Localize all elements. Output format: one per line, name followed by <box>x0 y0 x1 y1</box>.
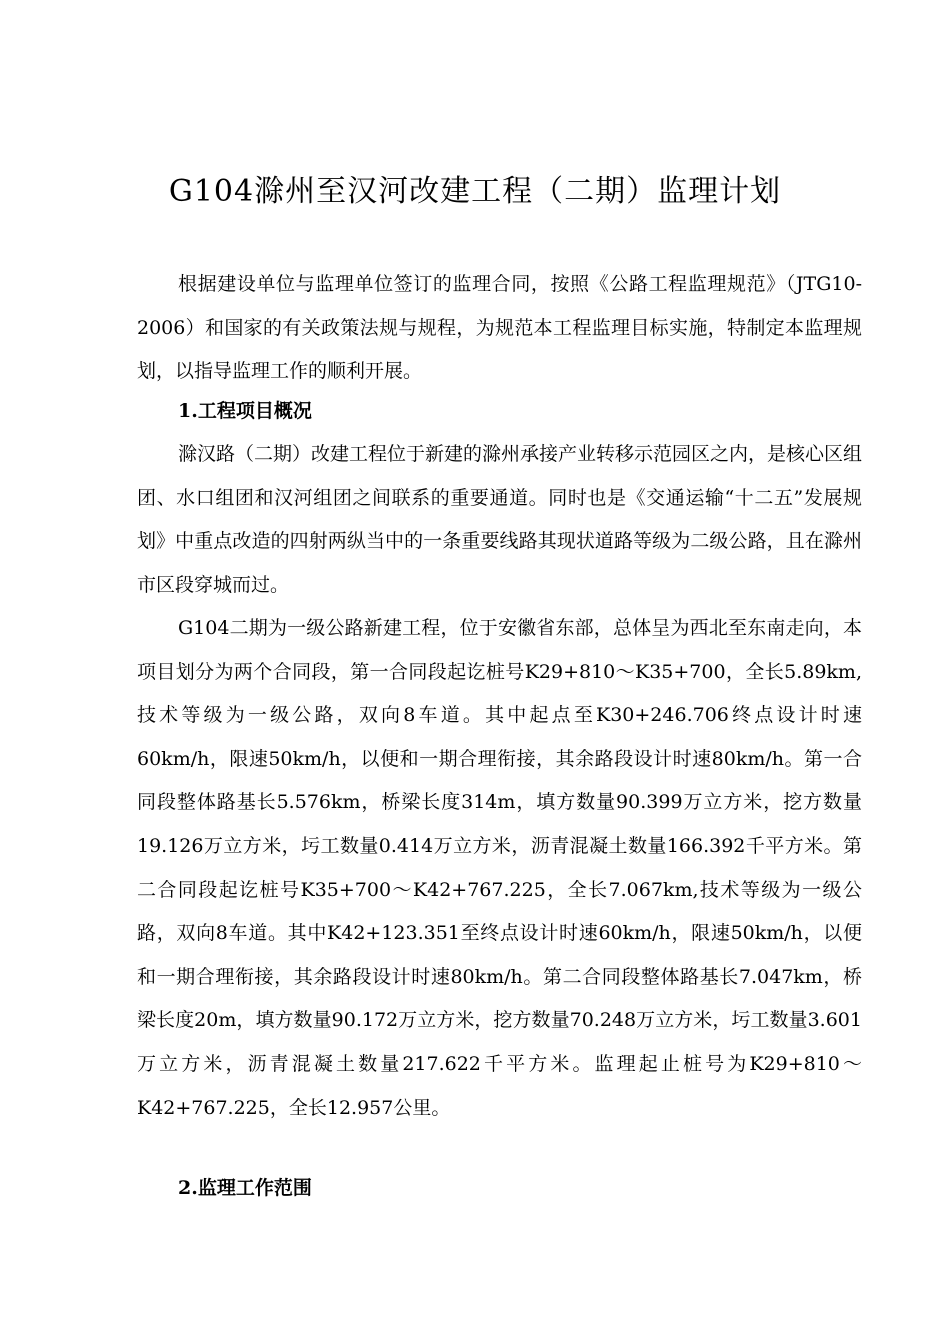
overview-paragraph-location: 滁汉路（二期）改建工程位于新建的滁州承接产业转移示范园区之内，是核心区组团、水口组团和汉河组团之间联系的重要通道。同时也是《交通运输“十二五”发展规划》中重点改造的四射两纵当中的一条重要线路其现状道路等级为二级公路，且在滁州市区段穿城而过。 <box>137 443 863 596</box>
section-heading-supervision-scope: 2.监理工作范围 <box>178 1177 312 1199</box>
section-heading-project-overview: 1.工程项目概况 <box>178 400 312 422</box>
overview-paragraph-details: G104二期为一级公路新建工程，位于安徽省东部，总体呈为西北至东南走向，本项目划分为两个合同段，第一合同段起讫桩号K29+810～K35+700，全长5.89km,技术等级为一级公路，双向8车道。其中起点至K30+246.706终点设计时速60km/h，限速50km/h，以便和一期合理衔接，其余路段设计时速80km/h。第一合同段整体路基长5.576km，桥梁长度314m，填方数量90.399万立方米，挖方数量19.126万立方米，圬工数量0.414万立方米，沥青混凝土数量166.392千平方米。第二合同段起讫桩号K35+700～K42+767.225，全长7.067km,技术等级为一级公路，双向8车道。其中K42+123.351至终点设计时速60km/h，限速50km/h，以便和一期合理衔接，其余路段设计时速80km/h。第二合同段整体路基长7.047km，桥梁长度20m，填方数量90.172万立方米，挖方数量70.248万立方米，圬工数量3.601万立方米，沥青混凝土数量217.622千平方米。监理起止桩号为K29+810～ K42+767.225，全长12.957公里。 <box>137 617 862 1119</box>
document-title: G104滁州至汉河改建工程（二期）监理计划 <box>168 174 782 209</box>
intro-paragraph: 根据建设单位与监理单位签订的监理合同，按照《公路工程监理规范》（JTG10-2006）和国家的有关政策法规与规程，为规范本工程监理目标实施，特制定本监理规划，以指导监理工作的顺利开展。 <box>137 273 862 383</box>
